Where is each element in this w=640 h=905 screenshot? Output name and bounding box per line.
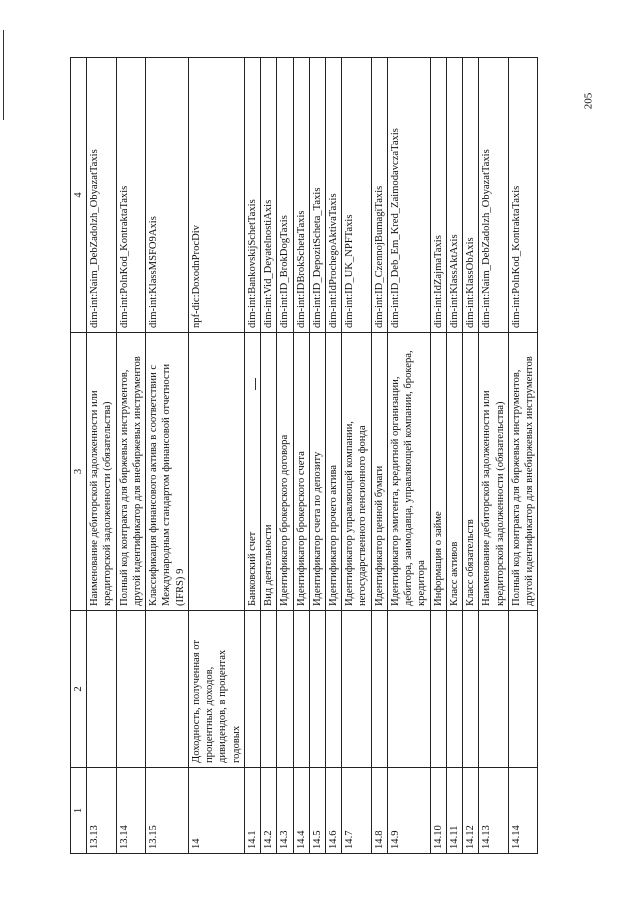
- table-row: [508, 58, 537, 854]
- row-description: Классификация финансового актива в соответствии с Международным стандартом финансовой отчетности (IFRS) 9: [146, 333, 189, 611]
- row-description: Наименование дебиторской задолженности или кредиторской задолженности (обязательства): [479, 333, 508, 611]
- row-indicator-name: [387, 611, 430, 768]
- page-number: 205: [582, 92, 595, 110]
- scan-mark-left: [3, 30, 4, 120]
- column-header: 4: [71, 58, 87, 333]
- column-header: 1: [71, 768, 87, 854]
- row-code: dim-int:PolnKod_KontraktaTaxis: [116, 58, 145, 333]
- row-number: 14.4: [293, 768, 309, 854]
- row-indicator-name: [479, 611, 508, 768]
- row-indicator-name: [293, 611, 309, 768]
- row-number: 14.10: [430, 768, 446, 854]
- table-row: [146, 58, 189, 854]
- row-number: 14.9: [387, 768, 430, 854]
- table-row: [116, 58, 145, 854]
- row-indicator-name: [146, 611, 189, 768]
- row-indicator-name: [116, 611, 145, 768]
- row-code: npf-dic:DoxodnProcDiv: [188, 58, 244, 333]
- table-row: [479, 58, 508, 854]
- row-number: 14.14: [508, 768, 537, 854]
- row-description: Идентификатор эмитента, кредитной организации, дебитора, заимодавца, управляющей компании, брокера, кредитора: [387, 333, 430, 611]
- row-code: dim-int:PolnKod_KontraktaTaxis: [508, 58, 537, 333]
- row-code: dim-int:ID_DepozitScheta_Taxis: [309, 58, 325, 333]
- row-description: Полный код контракта для биржевых инструментов, другой идентификатор для внебиржевых инструментов: [508, 333, 537, 611]
- row-number: 14.5: [309, 768, 325, 854]
- row-indicator-name: [87, 611, 116, 768]
- row-number: 14.13: [479, 768, 508, 854]
- row-number: 14.1: [244, 768, 260, 854]
- table-row: [244, 58, 260, 854]
- row-indicator-name: [463, 611, 479, 768]
- row-description: Вид деятельности: [261, 333, 277, 611]
- row-code: dim-int:ID_Deb_Em_Kred_ZaimodavczaTaxis: [387, 58, 430, 333]
- row-number: 14.3: [277, 768, 293, 854]
- table-row: [261, 58, 277, 854]
- row-indicator-name: [430, 611, 446, 768]
- row-description: Класс активов: [446, 333, 462, 611]
- row-number: 13.13: [87, 768, 116, 854]
- table-row: [371, 58, 387, 854]
- table-row: [309, 58, 325, 854]
- table-row: [463, 58, 479, 854]
- row-number: 14.7: [342, 768, 371, 854]
- row-description: Идентификатор ценной бумаги: [371, 333, 387, 611]
- table-row: [87, 58, 116, 854]
- row-indicator-name: [277, 611, 293, 768]
- row-code: dim-int:ID_UK_NPFTaxis: [342, 58, 371, 333]
- row-indicator-name: [342, 611, 371, 768]
- row-indicator-name: Доходность, полученная от процентных доходов, дивидендов, в процентах годовых: [188, 611, 244, 768]
- row-description: Информация о займе: [430, 333, 446, 611]
- row-code: dim-int:Naim_DebZadolzh_ObyazatTaxis: [479, 58, 508, 333]
- table-row: [446, 58, 462, 854]
- row-code: dim-int:IDBrokSchetaTaxis: [293, 58, 309, 333]
- row-code: dim-int:BankovskijSchetTaxis: [244, 58, 260, 333]
- row-indicator-name: [309, 611, 325, 768]
- row-number: 14: [188, 768, 244, 854]
- row-indicator-name: [446, 611, 462, 768]
- row-code: dim-int:KlassObAxis: [463, 58, 479, 333]
- table-row: [430, 58, 446, 854]
- row-indicator-name: [261, 611, 277, 768]
- row-description: Наименование дебиторской задолженности или кредиторской задолженности (обязательства): [87, 333, 116, 611]
- data-table: [70, 57, 538, 854]
- row-number: 13.15: [146, 768, 189, 854]
- row-code: dim-int:IdProchegoAktivaTaxis: [325, 58, 341, 333]
- row-indicator-name: [508, 611, 537, 768]
- table-row: [277, 58, 293, 854]
- column-header: 2: [71, 611, 87, 768]
- row-number: 14.12: [463, 768, 479, 854]
- row-number: 14.6: [325, 768, 341, 854]
- table-row: [325, 58, 341, 854]
- row-number: 14.11: [446, 768, 462, 854]
- row-description: Идентификатор управляющей компании, негосударственного пенсионного фонда: [342, 333, 371, 611]
- row-description: Идентификатор брокерского счета: [293, 333, 309, 611]
- row-code: dim-int:KlassMSFO9Axis: [146, 58, 189, 333]
- row-code: dim-int:Vid_DeyatelnostiAxis: [261, 58, 277, 333]
- row-code: dim-int:ID_BrokDogTaxis: [277, 58, 293, 333]
- row-description: Полный код контракта для биржевых инструментов, другой идентификатор для внебиржевых инструментов: [116, 333, 145, 611]
- row-description: Идентификатор брокерского договора: [277, 333, 293, 611]
- row-code: dim-int:Naim_DebZadolzh_ObyazatTaxis: [87, 58, 116, 333]
- row-code: dim-int:KlassAktAxis: [446, 58, 462, 333]
- rotated-table-container: [70, 58, 560, 854]
- table-row: [188, 58, 244, 854]
- row-indicator-name: [371, 611, 387, 768]
- row-description: Банковский счет: [244, 333, 260, 611]
- row-number: 13.14: [116, 768, 145, 854]
- row-code: dim-int:IdZajmaTaxis: [430, 58, 446, 333]
- row-number: 14.8: [371, 768, 387, 854]
- column-header: 3: [71, 333, 87, 611]
- row-description: [188, 333, 244, 611]
- row-description: Идентификатор счета по депозиту: [309, 333, 325, 611]
- table-row: [342, 58, 371, 854]
- table-row: [293, 58, 309, 854]
- row-indicator-name: [244, 611, 260, 768]
- row-code: dim-int:ID_CzennojBumagiTaxis: [371, 58, 387, 333]
- row-number: 14.2: [261, 768, 277, 854]
- row-indicator-name: [325, 611, 341, 768]
- table-row: [387, 58, 430, 854]
- header-row: [71, 58, 87, 854]
- row-description: Идентификатор прочего актива: [325, 333, 341, 611]
- row-description: Класс обязательств: [463, 333, 479, 611]
